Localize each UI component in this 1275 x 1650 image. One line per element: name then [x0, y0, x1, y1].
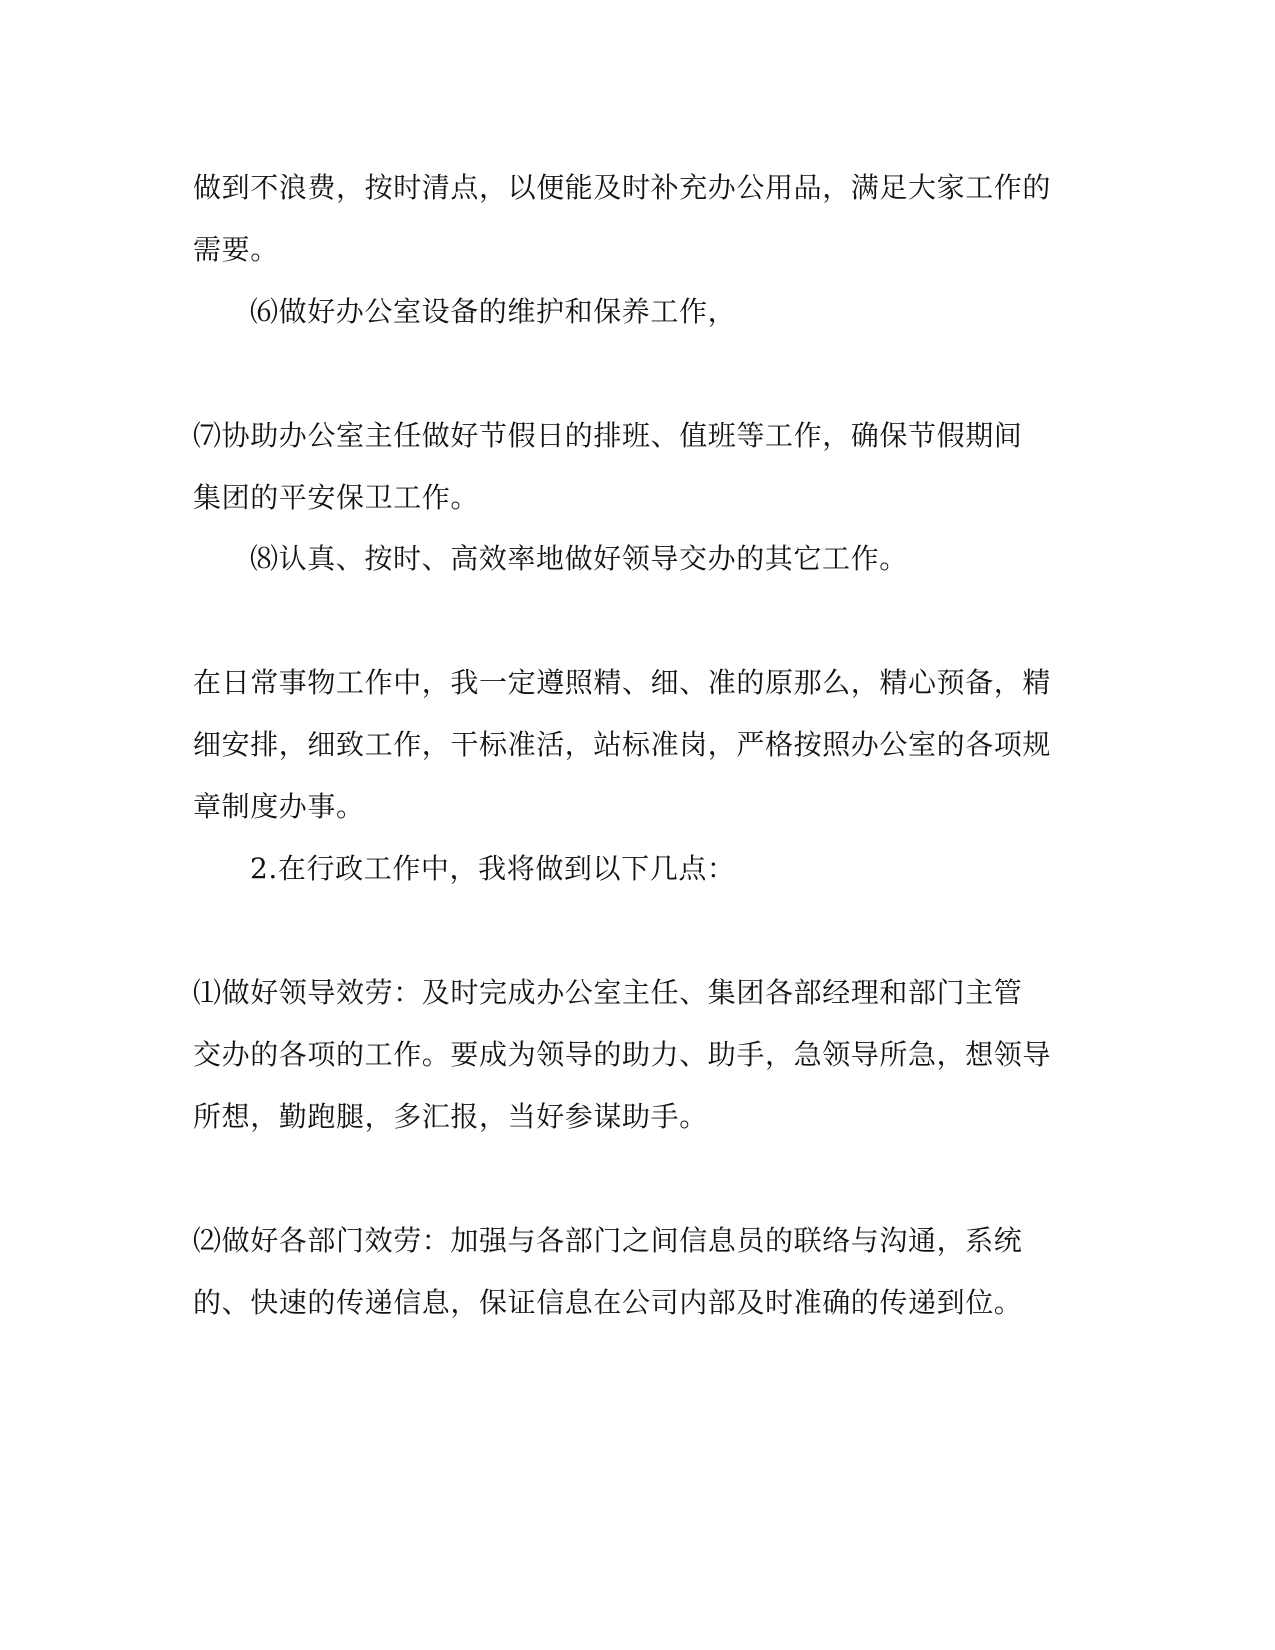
- section-heading: 2.在行政工作中，我将做到以下几点：: [250, 852, 736, 885]
- list-item-7: ⑺协助办公室主任做好节假日的排班、值班等工作，确保节假期间: [193, 419, 1023, 452]
- paragraph-line: 章制度办事。: [193, 790, 365, 823]
- paragraph-line: 细安排，细致工作，干标准活，站标准岗，严格按照办公室的各项规: [193, 728, 1052, 761]
- paragraph-line: 所想，勤跑腿，多汇报，当好参谋助手。: [193, 1100, 708, 1133]
- list-item-1: ⑴做好领导效劳：及时完成办公室主任、集团各部经理和部门主管: [193, 976, 1023, 1009]
- list-item-6: ⑹做好办公室设备的维护和保养工作，: [250, 295, 737, 328]
- paragraph-line: 做到不浪费，按时清点，以便能及时补充办公用品，满足大家工作的: [193, 171, 1052, 204]
- paragraph-line: 的、快速的传递信息，保证信息在公司内部及时准确的传递到位。: [193, 1286, 1023, 1319]
- list-item-8: ⑻认真、按时、高效率地做好领导交办的其它工作。: [250, 542, 908, 575]
- list-item-2: ⑵做好各部门效劳：加强与各部门之间信息员的联络与沟通，系统: [193, 1224, 1023, 1257]
- paragraph-line: 集团的平安保卫工作。: [193, 481, 480, 514]
- paragraph-line: 需要。: [193, 233, 279, 266]
- paragraph-line: 在日常事物工作中，我一定遵照精、细、准的原那么，精心预备，精: [193, 666, 1052, 699]
- paragraph-line: 交办的各项的工作。要成为领导的助力、助手，急领导所急，想领导: [193, 1038, 1052, 1071]
